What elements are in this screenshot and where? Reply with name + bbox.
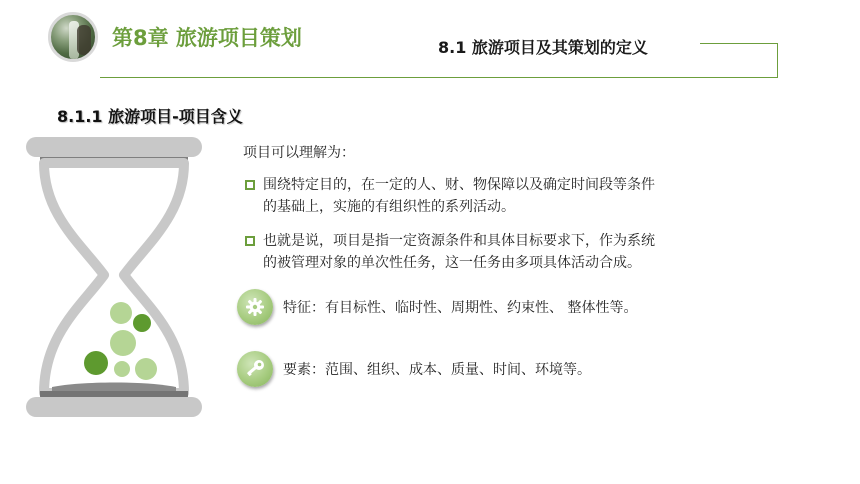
bullet-line: 的基础上，实施的有组织性的系列活动。 <box>263 199 515 215</box>
bullet-item <box>243 174 733 218</box>
hourglass-bottom-bar <box>26 397 202 417</box>
hourglass-bottom-shadow <box>40 391 188 397</box>
section-title: 8.1 旅游项目及其策划的定义 <box>438 38 648 57</box>
hourglass-top-bar <box>26 137 202 157</box>
subsection-title: 8.1.1 旅游项目-项目含义 <box>57 107 243 126</box>
header-divider-top <box>700 43 778 44</box>
hourglass-illustration <box>22 135 206 425</box>
hourglass-glass-outline <box>44 163 184 393</box>
feature-row-characteristics <box>237 288 637 326</box>
bullet-line: 围绕特定目的，在一定的人、财、物保障以及确定时间段等条件 <box>263 177 655 193</box>
green-ball <box>110 302 132 324</box>
gear-icon <box>237 289 273 325</box>
header-divider-bottom <box>100 77 778 78</box>
rock-shape <box>77 25 91 55</box>
bullet-item <box>243 230 733 274</box>
intro-text: 项目可以理解为： <box>243 145 355 161</box>
square-bullet-icon <box>245 236 255 246</box>
key-icon <box>237 351 273 387</box>
feature-row-elements <box>237 350 591 388</box>
bullet-line: 也就是说，项目是指一定资源条件和具体目标要求下，作为系统 <box>263 233 655 249</box>
bullet-line: 的被管理对象的单次性任务，这一任务由多项具体活动合成。 <box>263 255 641 271</box>
green-ball <box>133 314 151 332</box>
green-ball <box>84 351 108 375</box>
feature-text: 要素：范围、组织、成本、质量、时间、环境等。 <box>283 362 591 378</box>
chapter-title: 第8章 旅游项目策划 <box>112 26 302 50</box>
chapter-logo-image <box>48 12 98 62</box>
square-bullet-icon <box>245 180 255 190</box>
green-ball <box>110 330 136 356</box>
green-ball <box>114 361 130 377</box>
green-ball <box>135 358 157 380</box>
header-divider-vertical <box>777 43 778 78</box>
feature-text: 特征：有目标性、临时性、周期性、约束性、 整体性等。 <box>283 300 638 316</box>
